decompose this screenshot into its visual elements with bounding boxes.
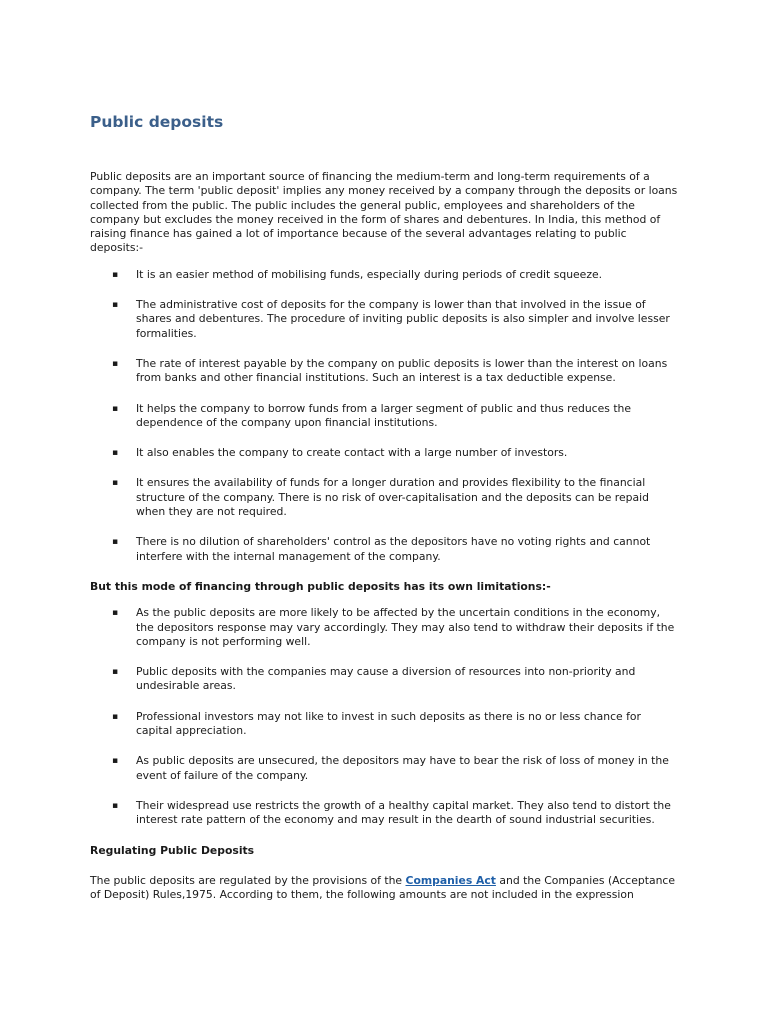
bullet-icon: ▪ <box>112 667 119 678</box>
bullet-icon: ▪ <box>112 711 119 722</box>
list-item-text: There is no dilution of shareholders' control as the depositors have no voting rights and cannot interfere with the internal management of the company. <box>136 535 651 563</box>
bullet-icon: ▪ <box>112 800 119 811</box>
list-item-text: It also enables the company to create contact with a large number of investors. <box>136 446 568 460</box>
list-item-text: It helps the company to borrow funds from a larger segment of public and thus reduces the dependence of the company upon financial institutions. <box>136 401 632 429</box>
list-item <box>90 665 680 694</box>
list-item <box>90 710 680 739</box>
list-item <box>90 402 680 431</box>
bullet-icon: ▪ <box>112 608 119 619</box>
list-item-text: As public deposits are unsecured, the depositors may have to bear the risk of loss of money in the event of failure of the company. <box>136 754 669 782</box>
list-item-text: As the public deposits are more likely to be affected by the uncertain conditions in the economy, the depositors response may vary accordingly. They may also tend to withdraw their deposits if the company is not performing well. <box>136 606 675 648</box>
bullet-icon: ▪ <box>112 300 119 311</box>
regulating-paragraph <box>90 874 680 903</box>
advantages-list <box>90 268 680 564</box>
bullet-icon: ▪ <box>112 358 119 369</box>
regulating-heading: Regulating Public Deposits <box>90 843 255 857</box>
list-item <box>90 357 680 386</box>
list-item-text: Public deposits with the companies may cause a diversion of resources into non-priority and undesirable areas. <box>136 665 636 693</box>
document-page <box>90 112 680 902</box>
list-item <box>90 535 680 564</box>
list-item <box>90 754 680 783</box>
bullet-icon: ▪ <box>112 537 119 548</box>
limitations-heading: But this mode of financing through public deposits has its own limitations:- <box>90 579 551 593</box>
list-item <box>90 476 680 519</box>
intro-paragraph: Public deposits are an important source of financing the medium-term and long-term requirements of a company. The term 'public deposit' implies any money received by a company through the deposits or loans collected from the public. The public includes the general public, employees and shareholders of the company but excludes the money received in the form of shares and debentures. In India, this method of raising finance has gained a lot of importance because of the several advantages relating to public deposits:- <box>90 170 678 255</box>
list-item-text: Their widespread use restricts the growth of a healthy capital market. They also tend to distort the interest rate pattern of the economy and may result in the dearth of sound industrial securities. <box>136 798 671 827</box>
list-item <box>90 268 680 282</box>
regulating-text-before: The public deposits are regulated by the provisions of the <box>90 873 406 887</box>
list-item-text: Professional investors may not like to invest in such deposits as there is no or less chance for capital appreciation. <box>136 709 641 738</box>
list-item-text: The administrative cost of deposits for the company is lower than that involved in the issue of shares and debentures. The procedure of inviting public deposits is also simpler and involve lesser formalities. <box>136 298 670 340</box>
regulating-text-after: and the Companies (Acceptance of Deposit) Rules,1975. According to them, the following amounts are not included in the expression <box>90 873 675 902</box>
list-item <box>90 799 680 828</box>
list-item-text: It is an easier method of mobilising funds, especially during periods of credit squeeze. <box>136 267 603 281</box>
list-item-text: It ensures the availability of funds for a longer duration and provides flexibility to the financial structure of the company. There is no risk of over-capitalisation and the deposits can be repaid when they are not required. <box>136 476 649 519</box>
bullet-icon: ▪ <box>112 478 119 489</box>
bullet-icon: ▪ <box>112 269 119 280</box>
limitations-list <box>90 606 680 827</box>
list-item <box>90 446 680 460</box>
page-title: Public deposits <box>90 113 224 131</box>
list-item <box>90 606 680 649</box>
bullet-icon: ▪ <box>112 403 119 414</box>
bullet-icon: ▪ <box>112 448 119 459</box>
list-item-text: The rate of interest payable by the company on public deposits is lower than the interest on loans from banks and other financial institutions. Such an interest is a tax deductible expense. <box>136 356 668 385</box>
companies-act-link[interactable]: Companies Act <box>405 873 496 887</box>
bullet-icon: ▪ <box>112 756 119 767</box>
list-item <box>90 298 680 341</box>
